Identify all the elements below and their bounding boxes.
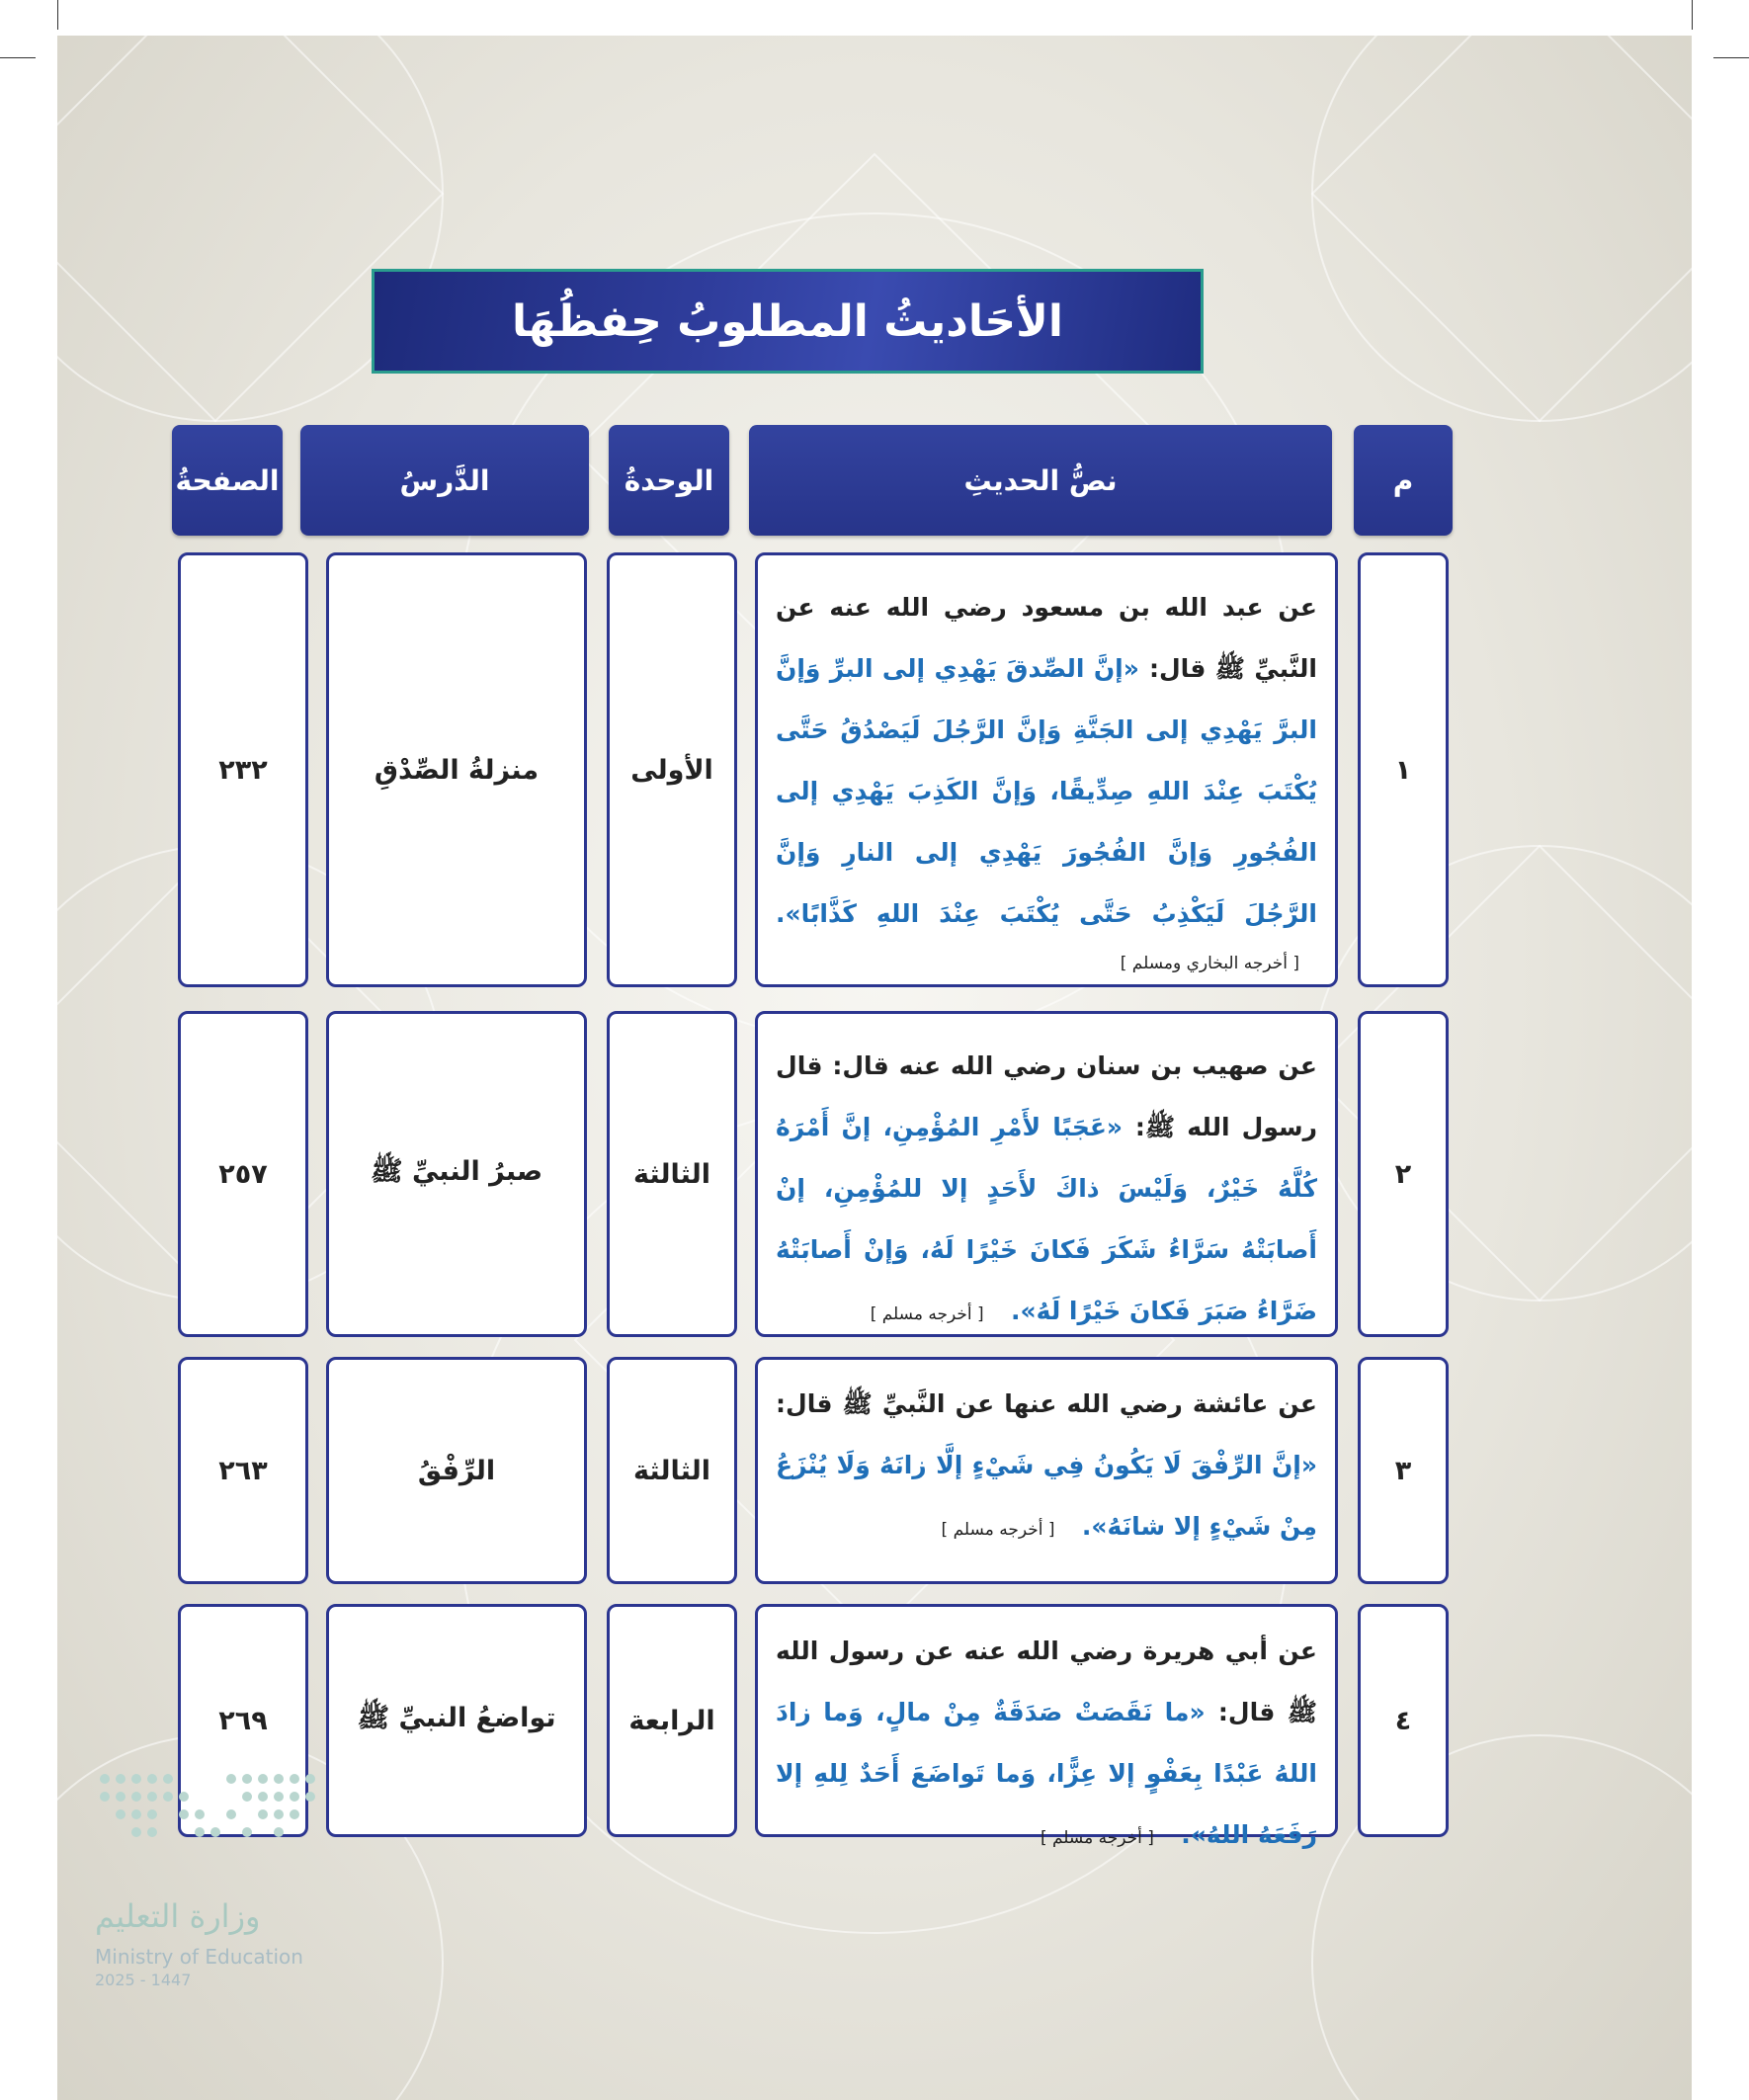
ministry-year: 2025 - 1447	[95, 1971, 192, 1989]
row-3-source: [ أخرجه مسلم ]	[941, 1520, 1055, 1540]
row-2-num: ٢	[1358, 1011, 1449, 1337]
row-3-lesson: الرِّفْقُ	[326, 1357, 587, 1584]
row-1-source: [ أخرجه البخاري ومسلم ]	[1120, 954, 1299, 973]
header-hadith-text: نصُّ الحديثِ	[749, 425, 1332, 536]
crop-mark	[0, 57, 36, 58]
row-1-page: ٢٣٢	[178, 552, 308, 987]
ministry-name-english: Ministry of Education	[95, 1945, 303, 1969]
row-2-lesson: صبرُ النبيِّ ﷺ	[326, 1011, 587, 1337]
header-lesson: الدَّرسُ	[300, 425, 589, 536]
row-4-page: ٢٦٩	[178, 1604, 308, 1837]
row-4-num: ٤	[1358, 1604, 1449, 1837]
row-2-hadith-cell	[755, 1011, 1338, 1337]
ministry-name-arabic: وزارة التعليم	[95, 1897, 261, 1935]
row-1-lesson: منزلةُ الصِّدْقِ	[326, 552, 587, 987]
row-3-num: ٣	[1358, 1357, 1449, 1584]
row-1-hadith-cell	[755, 552, 1338, 987]
row-4-unit: الرابعة	[607, 1604, 737, 1837]
row-2-hadith: «عَجَبًا لأَمْرِ المُؤْمِنِ، إنَّ أَمْرَهُ كُلَّهُ خَيْرٌ، وَلَيْسَ ذاكَ لأَحَدٍ إلا للمُؤْمِنِ، إنْ أَصابَتْهُ سَرَّاءُ شَكَرَ فَكانَ خَيْرًا لَهُ، وَإنْ أَصابَتْهُ ضَرَّاءُ صَبَرَ فَكانَ خَيْرًا لَهُ».	[776, 1113, 1317, 1325]
row-4-lesson: تواضعُ النبيِّ ﷺ	[326, 1604, 587, 1837]
row-3-page: ٢٦٣	[178, 1357, 308, 1584]
row-3-intro: عن عائشة رضي الله عنها عن النَّبيِّ ﷺ قال:	[776, 1389, 1317, 1418]
row-1-hadith: «إنَّ الصِّدقَ يَهْدِي إلى البرِّ وَإنَّ البرَّ يَهْدِي إلى الجَنَّةِ وَإنَّ الرَّجُلَ لَيَصْدُقُ حَتَّى يُكْتَبَ عِنْدَ اللهِ صِدِّيقًا، وَإنَّ الكَذِبَ يَهْدِي إلى الفُجُورِ وَإنَّ الفُجُورَ يَهْدِي إلى النارِ وَإنَّ الرَّجُلَ لَيَكْذِبُ حَتَّى يُكْتَبَ عِنْدَ اللهِ كَذَّابًا».	[776, 654, 1317, 928]
ministry-logo-icon	[95, 1769, 332, 1897]
row-4-source: [ أخرجه مسلم ]	[1040, 1828, 1154, 1848]
row-2-intro: عن صهيب بن سنان رضي الله عنه قال: قال رسول الله ﷺ:	[776, 1051, 1317, 1141]
row-4-intro: عن أبي هريرة رضي الله عنه عن رسول الله ﷺ قال:	[776, 1637, 1317, 1726]
header-num: م	[1354, 425, 1453, 536]
crop-mark	[1713, 57, 1749, 58]
row-2-source: [ أخرجه مسلم ]	[870, 1304, 984, 1324]
header-page: الصفحةُ	[172, 425, 283, 536]
row-2-unit: الثالثة	[607, 1011, 737, 1337]
page-title: الأحَاديثُ المطلوبُ حِفظُهَا	[512, 295, 1063, 347]
row-4-hadith: «ما نَقَصَتْ صَدَقَةٌ مِنْ مالٍ، وَما زادَ اللهُ عَبْدًا بِعَفْوٍ إلا عِزًّا، وَما تَواضَعَ أَحَدٌ لِلهِ إلا رَفَعَهُ اللهُ».	[776, 1698, 1317, 1849]
row-4-hadith-cell	[755, 1604, 1338, 1849]
crop-mark	[1692, 0, 1693, 30]
row-2-page: ٢٥٧	[178, 1011, 308, 1337]
row-1-unit: الأولى	[607, 552, 737, 987]
row-3-hadith: «إنَّ الرِّفْقَ لَا يَكُونُ فِي شَيْءٍ إلَّا زانَهُ وَلَا يُنْزَعُ مِنْ شَيْءٍ إلا شانَهُ».	[776, 1451, 1317, 1541]
header-unit: الوحدةُ	[609, 425, 729, 536]
crop-mark	[57, 0, 58, 30]
title-banner	[372, 269, 1204, 374]
row-1-intro: عن عبد الله بن مسعود رضي الله عنه عن النَّبيِّ ﷺ قال:	[776, 593, 1317, 683]
row-1-num: ١	[1358, 552, 1449, 987]
row-3-unit: الثالثة	[607, 1357, 737, 1584]
row-3-hadith-cell	[755, 1357, 1338, 1584]
